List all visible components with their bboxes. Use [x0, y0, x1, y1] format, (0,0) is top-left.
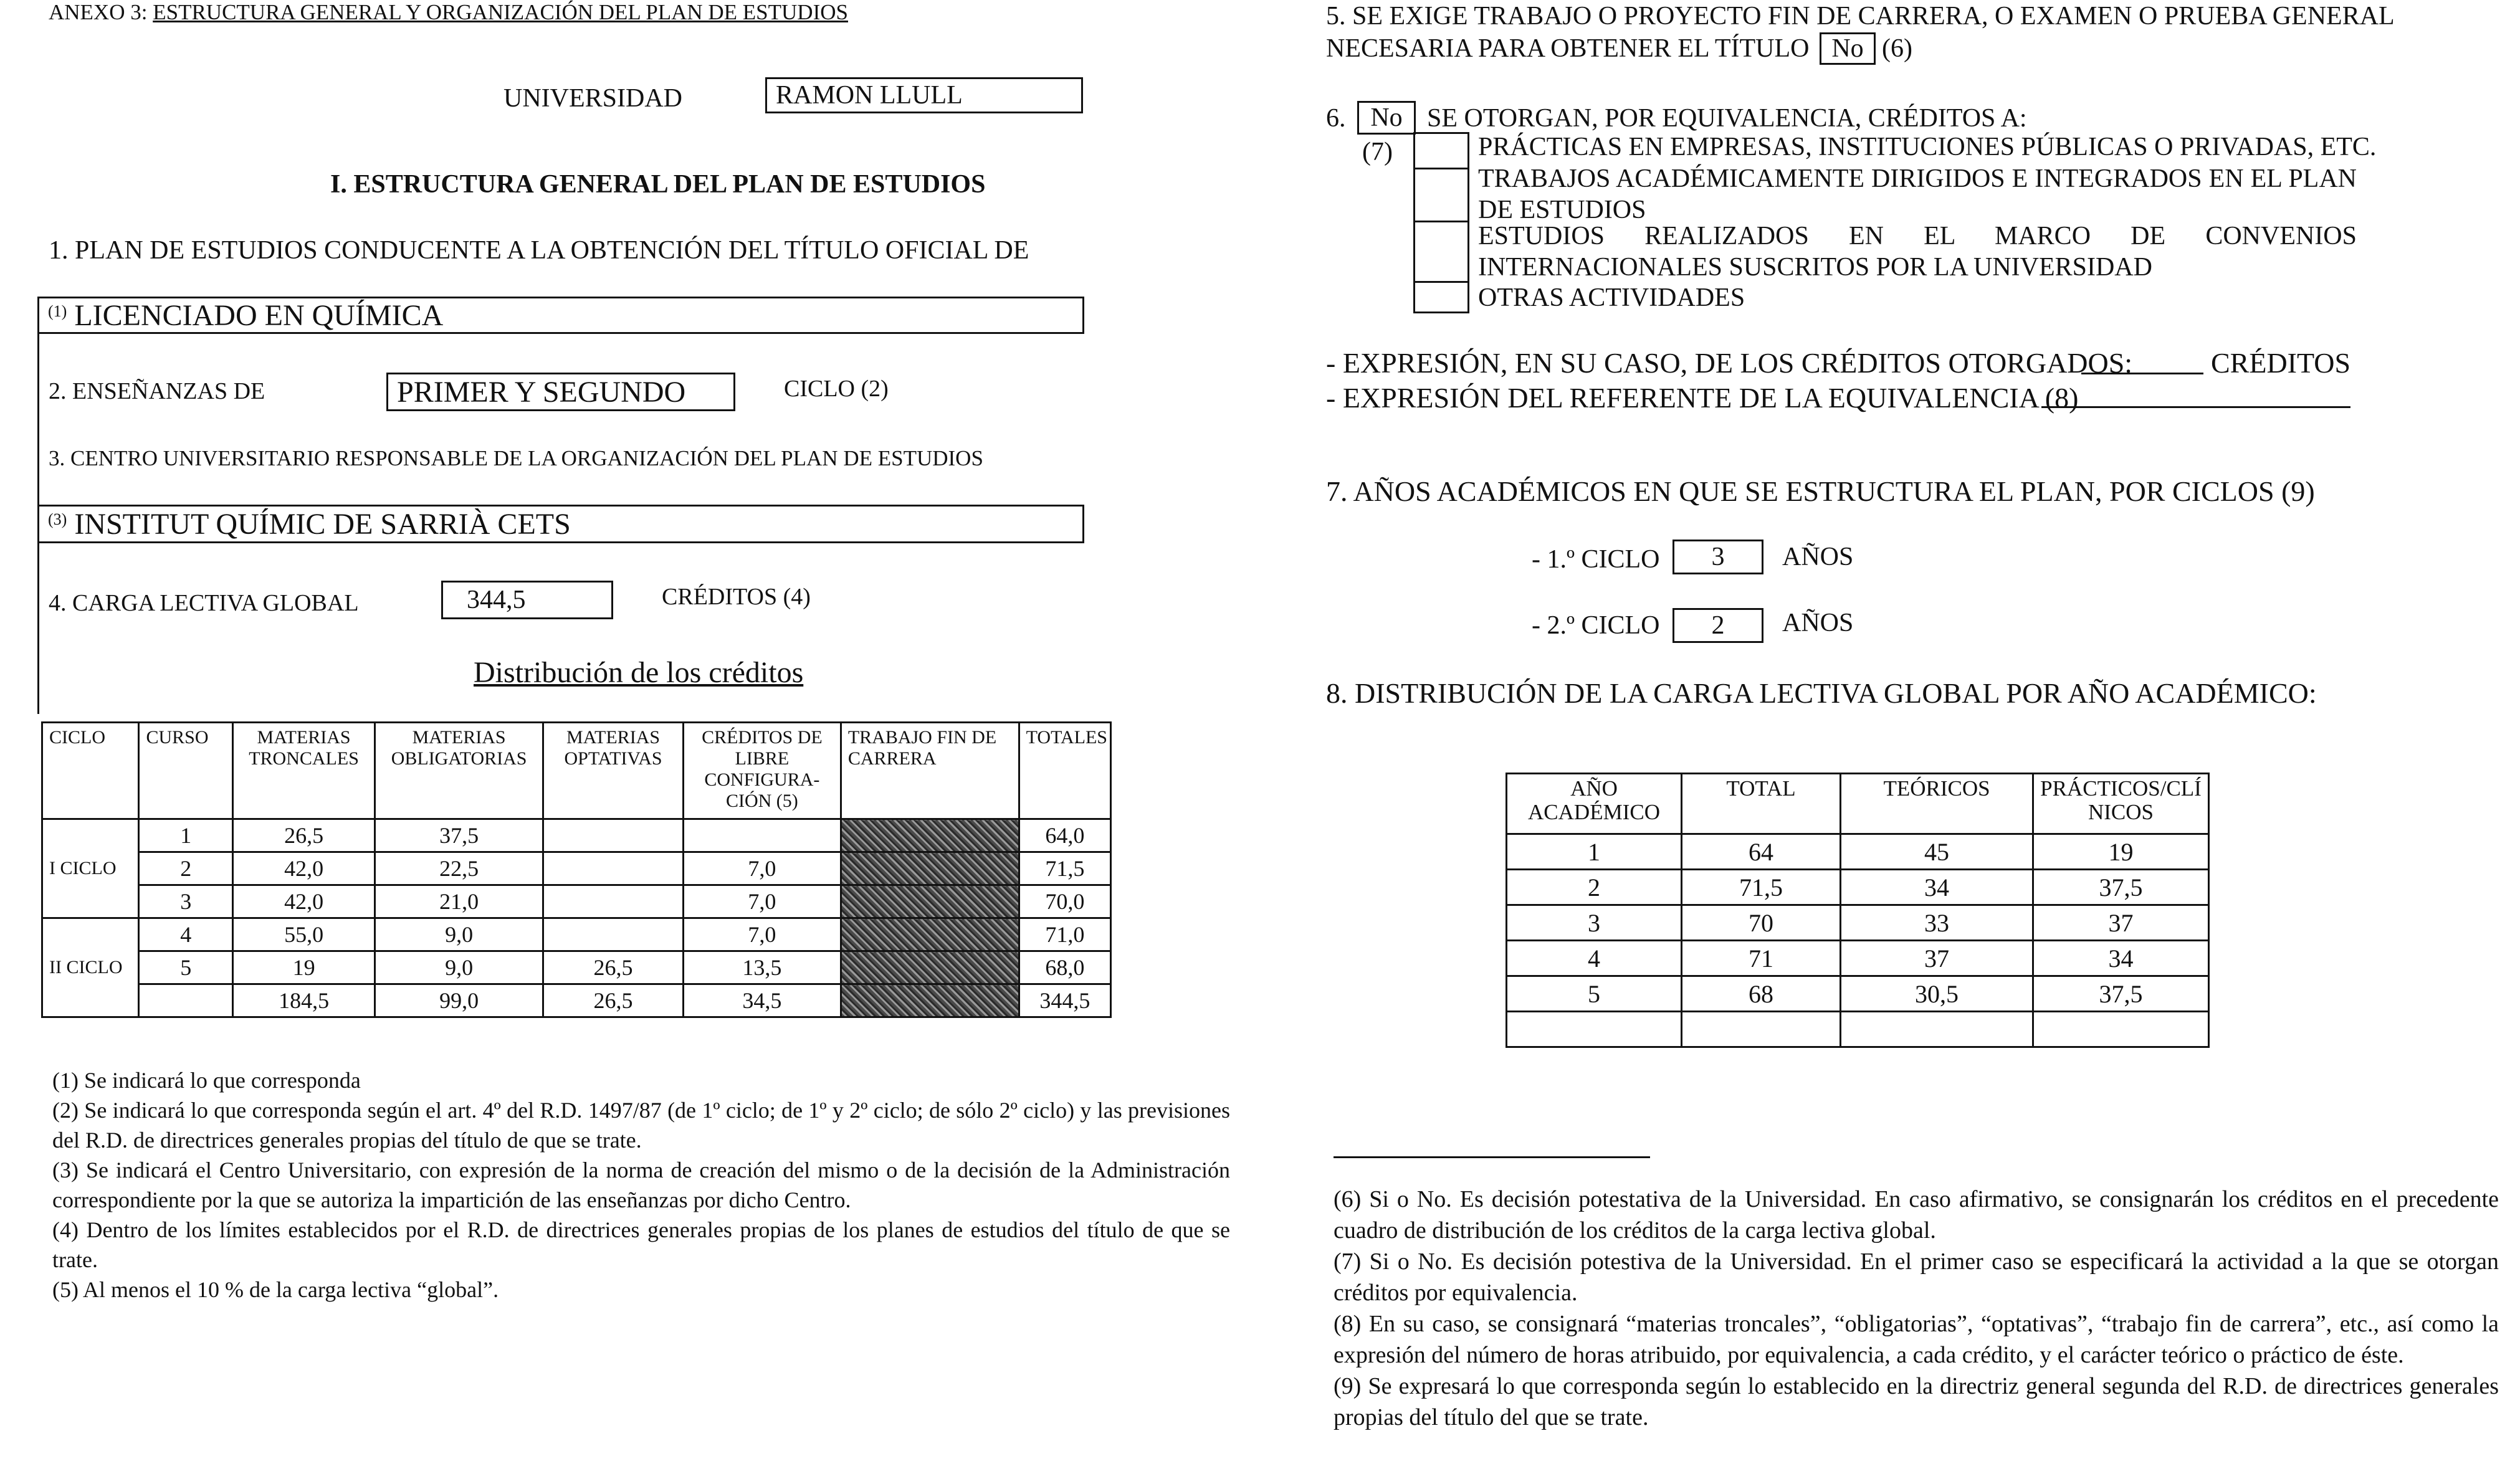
footnote: (5) Al menos el 10 % de la carga lectiva “global”.: [52, 1277, 499, 1302]
option-checkbox: [1413, 221, 1469, 283]
ciclo1-label: - 1.º CICLO: [1532, 545, 1660, 574]
table-cell: [2033, 1012, 2209, 1047]
item1-label: 1. PLAN DE ESTUDIOS CONDUCENTE A LA OBTENCIÓN DEL TÍTULO OFICIAL DE: [49, 236, 1029, 265]
footnote-separator: [1334, 1156, 1650, 1158]
titulo-marker: (1): [48, 302, 67, 320]
item6-label: SE OTORGAN, POR EQUIVALENCIA, CRÉDITOS A:: [1427, 104, 2027, 133]
header-cell: PRÁCTICOS/CLÍ NICOS: [2033, 774, 2209, 834]
table-cell: 344,5: [1019, 984, 1110, 1017]
option-label: TRABAJOS ACADÉMICAMENTE DIRIGIDOS E INTEGRADOS EN EL PLAN DE ESTUDIOS: [1478, 164, 2357, 224]
universidad-label: UNIVERSIDAD: [503, 84, 682, 113]
credits-table-header: [42, 723, 1111, 819]
item2-label: 2. ENSEÑANZAS DE: [49, 378, 265, 404]
ciclo2-value: 2: [1711, 611, 1725, 640]
ciclo2-field: [1673, 608, 1763, 643]
footnote: (7) Si o No. Es decisión potestiva de la Universidad. En el primer caso se especificará la actividad a la que se otorgan créditos por equivalencia.: [1334, 1249, 2499, 1306]
table-cell: [1507, 1012, 1682, 1047]
option-checkbox: [1413, 168, 1469, 222]
carga-value: 344,5: [467, 586, 526, 614]
table-cell: 19: [2033, 834, 2209, 870]
expr1-label: - EXPRESIÓN, EN SU CASO, DE LOS CRÉDITOS OTORGADOS:: [1326, 347, 2133, 379]
right-footnotes: [1334, 1184, 2499, 1433]
credits-table: [41, 721, 1112, 1018]
annual-load-table: [1506, 773, 2210, 1048]
table-cell: 64: [1682, 834, 1841, 870]
ciclo2-label: - 2.º CICLO: [1532, 611, 1660, 640]
table-row: [1507, 870, 2209, 905]
footnote: (2) Se indicará lo que corresponda según el art. 4º del R.D. 1497/87 (de 1º ciclo; de 1º y 2º ciclo; de sólo 2º ciclo) y las previsiones del R.D. de directrices generales propias del título de que se trate.: [52, 1098, 1230, 1153]
header-cell: CRÉDITOS DE LIBRE CONFIGURA-CIÓN (5): [683, 723, 841, 819]
header-cell: TEÓRICOS: [1841, 774, 2033, 834]
table-cell: 3: [139, 885, 233, 918]
table-cell: [543, 885, 684, 918]
redacted-cell: [841, 951, 1019, 984]
annex-heading: [49, 0, 848, 25]
table-cell: [139, 984, 233, 1017]
item6-num: 6.: [1326, 104, 1346, 133]
table-cell: 9,0: [375, 918, 543, 951]
section-title: I. ESTRUCTURA GENERAL DEL PLAN DE ESTUDIOS: [330, 170, 986, 199]
item4-label: 4. CARGA LECTIVA GLOBAL: [49, 590, 359, 616]
table-cell: 34,5: [683, 984, 841, 1017]
expr1-blank: [2081, 373, 2203, 374]
item5-line1: 5. SE EXIGE TRABAJO O PROYECTO FIN DE CARRERA, O EXAMEN O PRUEBA GENERAL: [1326, 2, 2395, 31]
table-row: [1507, 905, 2209, 941]
table-cell: 37,5: [375, 819, 543, 852]
table-cell: 68: [1682, 976, 1841, 1012]
creditos-label: CRÉDITOS (4): [662, 584, 811, 610]
ciclo1-value: 3: [1711, 543, 1725, 571]
header-cell: MATERIAS OPTATIVAS: [543, 723, 684, 819]
anos-label: AÑOS: [1782, 543, 1854, 571]
table-cell: 9,0: [375, 951, 543, 984]
carga-field: [441, 581, 613, 619]
table-cell: 2: [139, 852, 233, 885]
expr2-blank: [2041, 406, 2350, 408]
table-cell: 5: [1507, 976, 1682, 1012]
table-cell: 26,5: [233, 819, 375, 852]
header-cell: TRABAJO FIN DE CARRERA: [841, 723, 1019, 819]
anos-label: AÑOS: [1782, 609, 1854, 637]
table-cell: 3: [1507, 905, 1682, 941]
option-checkbox: [1413, 132, 1469, 169]
expr1-suffix: CRÉDITOS: [2211, 347, 2351, 379]
table-row-total: [42, 984, 1111, 1017]
table-row: [1507, 834, 2209, 870]
table-cell: 1: [1507, 834, 1682, 870]
table-row: [1507, 941, 2209, 976]
left-footnotes: [52, 1065, 1230, 1305]
table-cell: [543, 918, 684, 951]
header-cell: TOTAL: [1682, 774, 1841, 834]
table-cell: [683, 819, 841, 852]
footnote: (3) Se indicará el Centro Universitario, con expresión de la norma de creación del mismo o de la decisión de la Administración correspondiente por la que se autoriza la impartición de las enseñanzas por dicho Centro.: [52, 1158, 1230, 1212]
item6-field: [1357, 101, 1416, 135]
universidad-field: [765, 77, 1083, 113]
table-cell: 42,0: [233, 852, 375, 885]
table-cell: 21,0: [375, 885, 543, 918]
centro-value: INSTITUT QUÍMIC DE SARRIÀ CETS: [74, 507, 571, 541]
footnote: (6) Si o No. Es decisión potestativa de la Universidad. En caso afirmativo, se consignarán los créditos en el precedente cuadro de distribución de los créditos de la carga lectiva global.: [1334, 1186, 2499, 1244]
table-cell: [1682, 1012, 1841, 1047]
item3-label: 3. CENTRO UNIVERSITARIO RESPONSABLE DE LA ORGANIZACIÓN DEL PLAN DE ESTUDIOS: [49, 446, 983, 470]
header-cell: CICLO: [42, 723, 139, 819]
table-cell: 19: [233, 951, 375, 984]
footnote: (8) En su caso, se consignará “materias troncales”, “obligatorias”, “optativas”, “trabajo fin de carrera”, etc., así como la expresión del número de horas atribuido, por equivalencia, a cada crédito, y el carácter teórico o práctico de éste.: [1334, 1311, 2499, 1368]
table-cell: 64,0: [1019, 819, 1110, 852]
table-cell: 22,5: [375, 852, 543, 885]
table-cell: 71: [1682, 941, 1841, 976]
table-cell: 26,5: [543, 984, 684, 1017]
table-cell: 68,0: [1019, 951, 1110, 984]
table-cell: 37: [1841, 941, 2033, 976]
table-cell: 42,0: [233, 885, 375, 918]
centro-marker: (3): [48, 510, 67, 528]
table-cell: 1: [139, 819, 233, 852]
table-cell: 30,5: [1841, 976, 2033, 1012]
header-cell: AÑO ACADÉMICO: [1507, 774, 1682, 834]
option-checkbox: [1413, 281, 1469, 313]
table-cell: 7,0: [683, 852, 841, 885]
distribution-title: Distribución de los créditos: [474, 656, 804, 689]
ciclo-cell: I CICLO: [42, 819, 139, 918]
option-label: OTRAS ACTIVIDADES: [1478, 283, 1745, 312]
table-cell: [543, 819, 684, 852]
ciclo1-field: [1673, 540, 1763, 574]
ciclo-cell: II CICLO: [42, 918, 139, 1017]
table-row: [42, 951, 1111, 984]
table-cell: 5: [139, 951, 233, 984]
annex-title: ESTRUCTURA GENERAL Y ORGANIZACIÓN DEL PLAN DE ESTUDIOS: [153, 0, 848, 24]
table-cell: 4: [139, 918, 233, 951]
annual-load-header: [1507, 774, 2209, 834]
table-row: [1507, 976, 2209, 1012]
ciclo-label: CICLO (2): [784, 376, 889, 402]
titulo-field: [37, 297, 1084, 334]
table-row: [42, 852, 1111, 885]
universidad-value: RAMON LLULL: [776, 81, 963, 110]
centro-field: [37, 505, 1084, 543]
header-cell: MATERIAS TRONCALES: [233, 723, 375, 819]
item5-value: No: [1831, 34, 1864, 63]
table-cell: 99,0: [375, 984, 543, 1017]
header-cell: TOTALES: [1019, 723, 1110, 819]
table-cell: 34: [1841, 870, 2033, 905]
footnote: (1) Se indicará lo que corresponda: [52, 1068, 361, 1093]
table-row-empty: [1507, 1012, 2209, 1047]
item6-value: No: [1370, 103, 1403, 132]
table-cell: 45: [1841, 834, 2033, 870]
table-cell: 71,5: [1019, 852, 1110, 885]
table-cell: 34: [2033, 941, 2209, 976]
titulo-value: LICENCIADO EN QUÍMICA: [74, 298, 444, 332]
table-cell: 33: [1841, 905, 2033, 941]
table-cell: 37,5: [2033, 870, 2209, 905]
table-cell: 71,0: [1019, 918, 1110, 951]
item8-label: 8. DISTRIBUCIÓN DE LA CARGA LECTIVA GLOBAL POR AÑO ACADÉMICO:: [1326, 677, 2317, 709]
table-cell: 4: [1507, 941, 1682, 976]
redacted-cell: [841, 918, 1019, 951]
expr2-label: - EXPRESIÓN DEL REFERENTE DE LA EQUIVALENCIA (8): [1326, 382, 2079, 414]
item5-field: [1820, 32, 1876, 65]
table-row: [42, 918, 1111, 951]
header-cell: CURSO: [139, 723, 233, 819]
table-cell: 37: [2033, 905, 2209, 941]
table-cell: 13,5: [683, 951, 841, 984]
table-cell: 37,5: [2033, 976, 2209, 1012]
table-cell: 7,0: [683, 885, 841, 918]
item6-note: (7): [1362, 138, 1393, 166]
option-label: ESTUDIOS REALIZADOS EN EL MARCO DE CONVENIOS INTERNACIONALES SUSCRITOS POR LA UNIVERSIDAD: [1478, 222, 2357, 282]
redacted-cell: [841, 984, 1019, 1017]
header-cell: MATERIAS OBLIGATORIAS: [375, 723, 543, 819]
table-cell: 184,5: [233, 984, 375, 1017]
option-label: PRÁCTICAS EN EMPRESAS, INSTITUCIONES PÚBLICAS O PRIVADAS, ETC.: [1478, 133, 2377, 161]
ensenanzas-value: PRIMER Y SEGUNDO: [397, 375, 686, 409]
table-cell: 55,0: [233, 918, 375, 951]
ensenanzas-field: [386, 373, 735, 411]
redacted-cell: [841, 885, 1019, 918]
table-row: [42, 885, 1111, 918]
table-cell: 70,0: [1019, 885, 1110, 918]
annex-prefix: ANEXO 3:: [49, 0, 148, 24]
table-row: [42, 819, 1111, 852]
redacted-cell: [841, 819, 1019, 852]
footnote: (9) Se expresará lo que corresponda según lo establecido en la directriz general segunda del R.D. de directrices generales propias del título del que se trate.: [1334, 1373, 2499, 1430]
redacted-cell: [841, 852, 1019, 885]
table-cell: 2: [1507, 870, 1682, 905]
footnote: (4) Dentro de los límites establecidos por el R.D. de directrices generales propias de los planes de estudios del título de que se trate.: [52, 1217, 1230, 1272]
table-cell: 26,5: [543, 951, 684, 984]
table-cell: 70: [1682, 905, 1841, 941]
item5-note: (6): [1882, 34, 1912, 63]
table-cell: [1841, 1012, 2033, 1047]
table-cell: 7,0: [683, 918, 841, 951]
table-cell: [543, 852, 684, 885]
table-cell: 71,5: [1682, 870, 1841, 905]
item5-line2: NECESARIA PARA OBTENER EL TÍTULO: [1326, 34, 1810, 63]
item7-label: 7. AÑOS ACADÉMICOS EN QUE SE ESTRUCTURA EL PLAN, POR CICLOS (9): [1326, 475, 2315, 507]
